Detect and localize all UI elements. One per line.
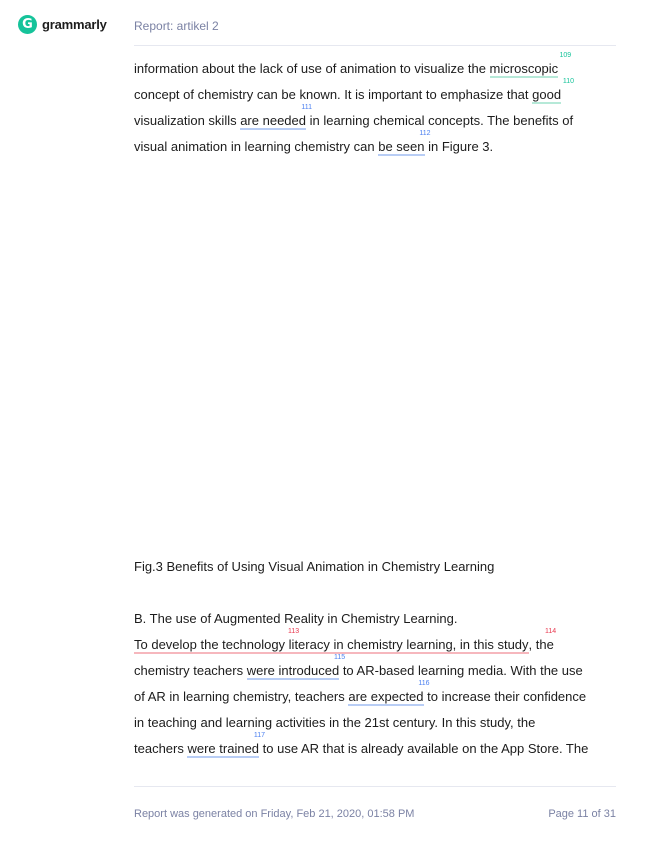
suggestion-number: 117: [253, 732, 266, 739]
suggestion-highlight[interactable]: were trained 117: [187, 732, 266, 756]
suggestion-number: 116: [418, 680, 430, 687]
suggestion-number: 109: [559, 52, 572, 59]
grammarly-g-icon: G: [18, 15, 37, 34]
report-title: Report: artikel 2: [134, 19, 219, 33]
suggestion-highlight[interactable]: be seen 112: [378, 130, 431, 154]
text-line: visual animation in learning chemistry can be seen 112 in Figure 3.: [134, 130, 494, 154]
suggestion-highlight[interactable]: microscopic 109: [489, 52, 572, 76]
suggestion-highlight[interactable]: To develop the technology literacy in chemistry learning, in this study 113 114: [134, 628, 557, 652]
text-line: in teaching and learning activities in the 21st century. In this study, the: [134, 715, 536, 730]
suggestion-highlight[interactable]: are needed 111: [240, 104, 312, 128]
suggestion-number: 111: [301, 104, 312, 111]
logo-wordmark: grammarly: [42, 17, 107, 32]
text-line: teachers were trained 117 to use AR that is already available on the App Store. The: [134, 732, 589, 756]
report-header: [0, 0, 650, 48]
text-line: chemistry teachers were introduced 115 to AR-based learning media. With the use: [134, 654, 583, 678]
suggestion-number: 110: [562, 78, 575, 85]
text-line: of AR in learning chemistry, teachers are expected 116 to increase their confidence: [134, 680, 587, 704]
suggestion-highlight[interactable]: were introduced 115: [246, 654, 346, 678]
header-divider: [134, 45, 616, 46]
page-number: Page 11 of 31: [548, 808, 616, 820]
figure-caption: Fig.3 Benefits of Using Visual Animation in Chemistry Learning: [134, 559, 495, 574]
grammarly-logo: [18, 15, 107, 34]
suggestion-number: 115: [334, 654, 346, 661]
footer-divider: [134, 786, 616, 787]
suggestion-number: 114: [545, 628, 557, 635]
suggestion-highlight[interactable]: good 110: [532, 78, 575, 102]
section-heading: B. The use of Augmented Reality in Chemistry Learning.: [134, 611, 458, 626]
report-generated-date: Report was generated on Friday, Feb 21, 2020, 01:58 PM: [134, 808, 415, 820]
suggestion-number: 112: [419, 130, 431, 137]
text-line: information about the lack of use of animation to visualize the microscopic 109: [134, 52, 572, 76]
text-line: To develop the technology literacy in chemistry learning, in this study 113 114 , the: [134, 628, 557, 652]
suggestion-highlight[interactable]: are expected 116: [348, 680, 430, 704]
text-line: visualization skills are needed 111 in learning chemical concepts. The benefits of: [134, 104, 574, 128]
suggestion-number: 113: [288, 628, 300, 635]
text-line: concept of chemistry can be known. It is important to emphasize that good 110: [134, 78, 575, 102]
